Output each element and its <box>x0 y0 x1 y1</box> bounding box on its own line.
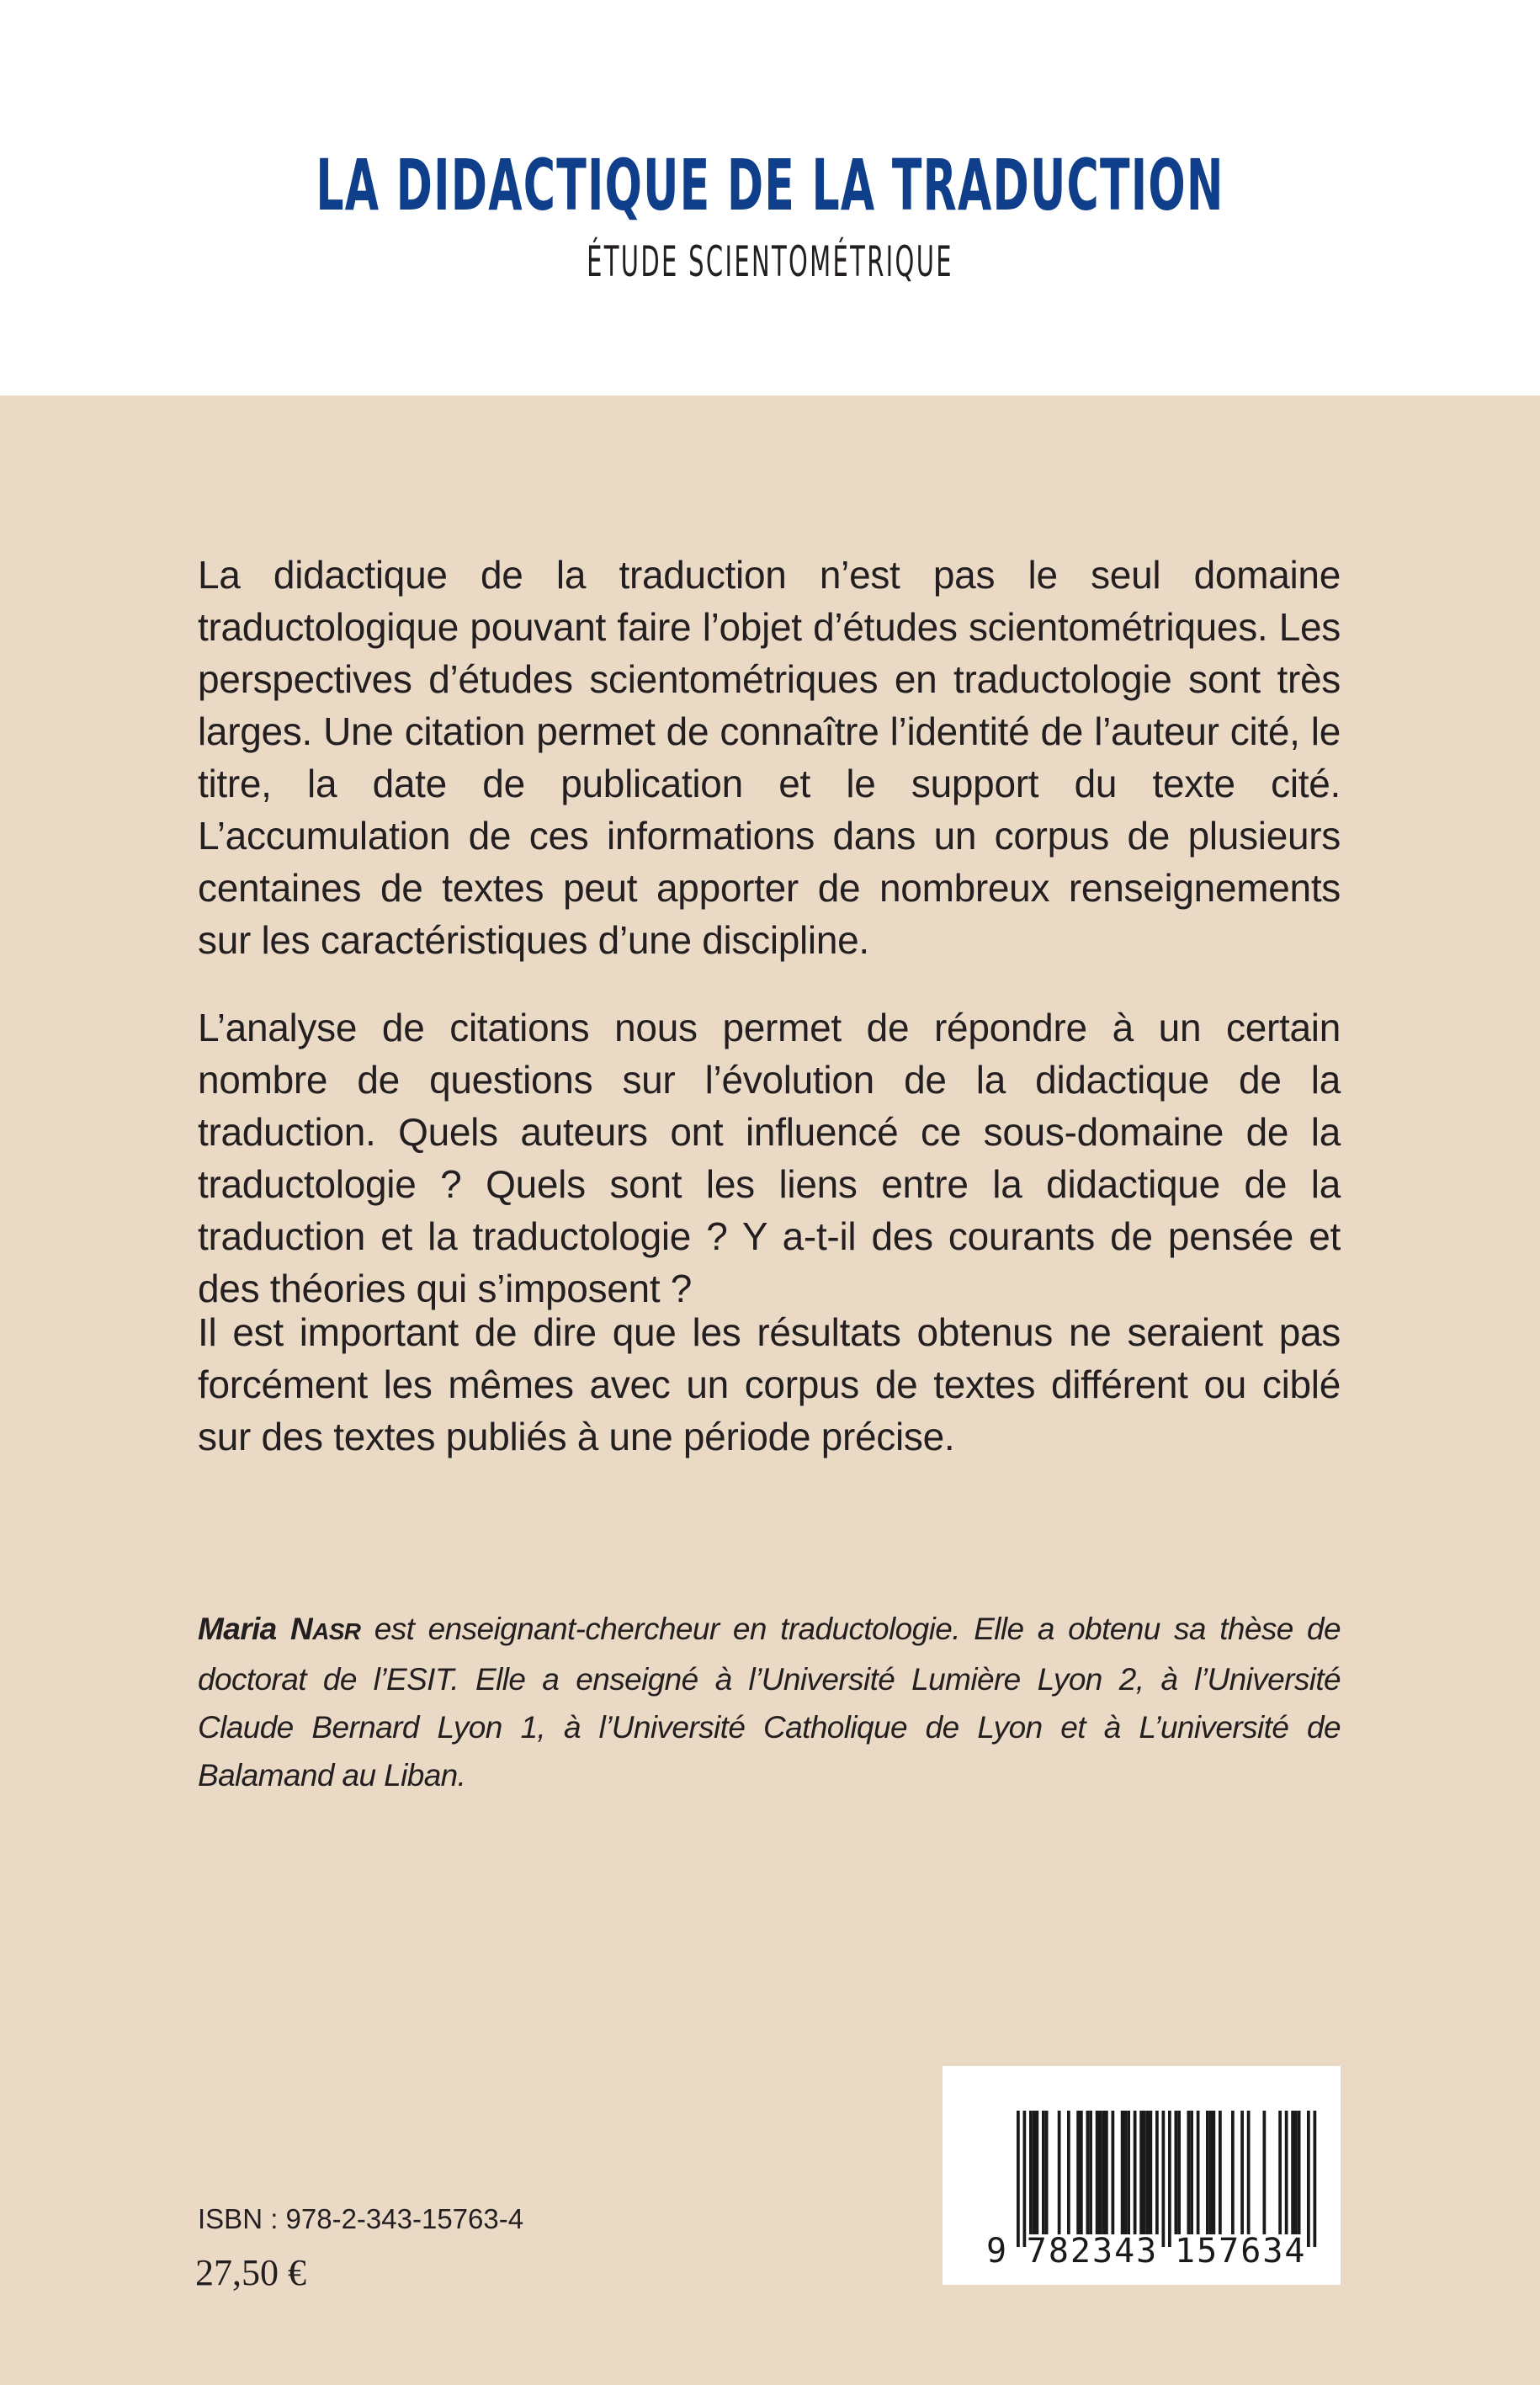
barcode-bar <box>1190 2111 1193 2234</box>
barcode-bar <box>1086 2111 1090 2234</box>
barcode-bar <box>1213 2111 1216 2234</box>
barcode-bar <box>1278 2111 1282 2234</box>
barcode-bar <box>1146 2111 1150 2234</box>
barcode-bar <box>1177 2111 1181 2234</box>
barcode-bar <box>1314 2111 1317 2247</box>
barcode-bar <box>1112 2111 1115 2234</box>
barcode-bar <box>1036 2111 1039 2234</box>
barcode-bar <box>1067 2111 1070 2234</box>
barcode-bar <box>1042 2111 1045 2234</box>
paragraph-1: La didactique de la traduction n’est pas le seul domaine traductologique pouvant faire l’objet d’études scientométriques. Les perspectives d’études scientométriques en traductologie sont très larges. Une citation permet de connaître l’identité de l’auteur cité, le titre, la date de publication et le support du texte cité. L’accumulation de ces informations dans un corpus de plusieurs centaines de textes peut apporter de nombreux renseignements sur les caractéristiques d’une discipline. <box>198 553 1341 962</box>
barcode-digits: 9 <box>986 2232 1009 2271</box>
barcode-bar <box>1175 2111 1178 2234</box>
bio-text: est enseignant-chercheur en traductologie. Elle a obtenu sa thèse de doctorat de l’ESIT. Elle a enseigné à l’Université Lumière Lyon 2, à l’Université Claude Bernard Lyon 1, à l’Université Catholique de Lyon et à L’université de Balamand au Liban. <box>198 1612 1341 1793</box>
barcode-digits: 782343 <box>1026 2232 1159 2271</box>
barcode-bar <box>1124 2111 1128 2234</box>
barcode-bar <box>1168 2111 1171 2247</box>
barcode-bar <box>1197 2111 1200 2234</box>
barcode-bar <box>1209 2111 1213 2234</box>
barcode <box>943 2066 1341 2285</box>
barcode-bar <box>1155 2111 1159 2234</box>
author-name <box>198 1612 360 1646</box>
barcode-bar <box>1058 2111 1061 2234</box>
price-label: 27,50 € <box>195 2252 306 2293</box>
barcode-bar <box>1121 2111 1124 2234</box>
book-subtitle: ÉTUDE SCIENTOMÉTRIQUE <box>587 237 953 286</box>
barcode-bar <box>1029 2111 1033 2234</box>
barcode-bar <box>1219 2111 1222 2234</box>
barcode-bar <box>1143 2111 1146 2234</box>
barcode-bar <box>1291 2111 1294 2234</box>
author-last-name: NASR <box>289 1612 361 1646</box>
barcode-graphic <box>943 2066 1341 2285</box>
barcode-bar <box>1076 2111 1080 2234</box>
barcode-bar <box>1307 2111 1310 2247</box>
barcode-bar <box>1045 2111 1049 2234</box>
book-title: LA DIDACTIQUE DE LA TRADUCTION <box>316 144 1224 226</box>
barcode-digits: 157634 <box>1175 2232 1307 2271</box>
barcode-bar <box>1017 2111 1020 2247</box>
barcode-bar <box>1102 2111 1105 2234</box>
header-band <box>0 0 1540 396</box>
barcode-bar <box>1247 2111 1251 2234</box>
barcode-bar <box>1127 2111 1130 2234</box>
barcode-bar <box>1263 2111 1267 2234</box>
barcode-bar <box>1294 2111 1298 2234</box>
barcode-bar <box>1187 2111 1191 2234</box>
paragraph-3: Il est important de dire que les résultats obtenus ne seraient pas forcément les mêmes avec un corpus de textes différent ou ciblé sur des textes publiés à une période précise. <box>198 1310 1341 1458</box>
barcode-bar <box>1105 2111 1108 2234</box>
barcode-bar <box>1096 2111 1099 2234</box>
author-first-name: Maria <box>198 1612 277 1646</box>
barcode-bar <box>1162 2111 1166 2247</box>
isbn-label: ISBN : 978-2-343-15763-4 <box>198 2203 524 2234</box>
barcode-bar <box>1150 2111 1153 2234</box>
barcode-bar <box>1231 2111 1235 2234</box>
barcode-bar <box>1298 2111 1301 2234</box>
barcode-bar <box>1023 2111 1027 2247</box>
barcode-bar <box>1089 2111 1092 2234</box>
barcode-bar <box>1285 2111 1288 2234</box>
barcode-bar <box>1033 2111 1036 2234</box>
barcode-bar <box>1080 2111 1083 2234</box>
barcode-bar <box>1206 2111 1209 2234</box>
barcode-bar <box>1139 2111 1143 2234</box>
barcode-bar <box>1134 2111 1137 2234</box>
paragraph-2: L’analyse de citations nous permet de répondre à un certain nombre de questions sur l’évolution de la didactique de la traduction. Quels auteurs ont influencé ce sous-domaine de la traductologie ? Quels sont les liens entre la didactique de la traduction et la traductologie ? Y a-t-il des courants de pensée et des théories qui s’imposent ? <box>198 1006 1341 1310</box>
author-bio <box>198 1605 1341 1799</box>
barcode-bar <box>1240 2111 1244 2234</box>
barcode-bar <box>1099 2111 1102 2234</box>
